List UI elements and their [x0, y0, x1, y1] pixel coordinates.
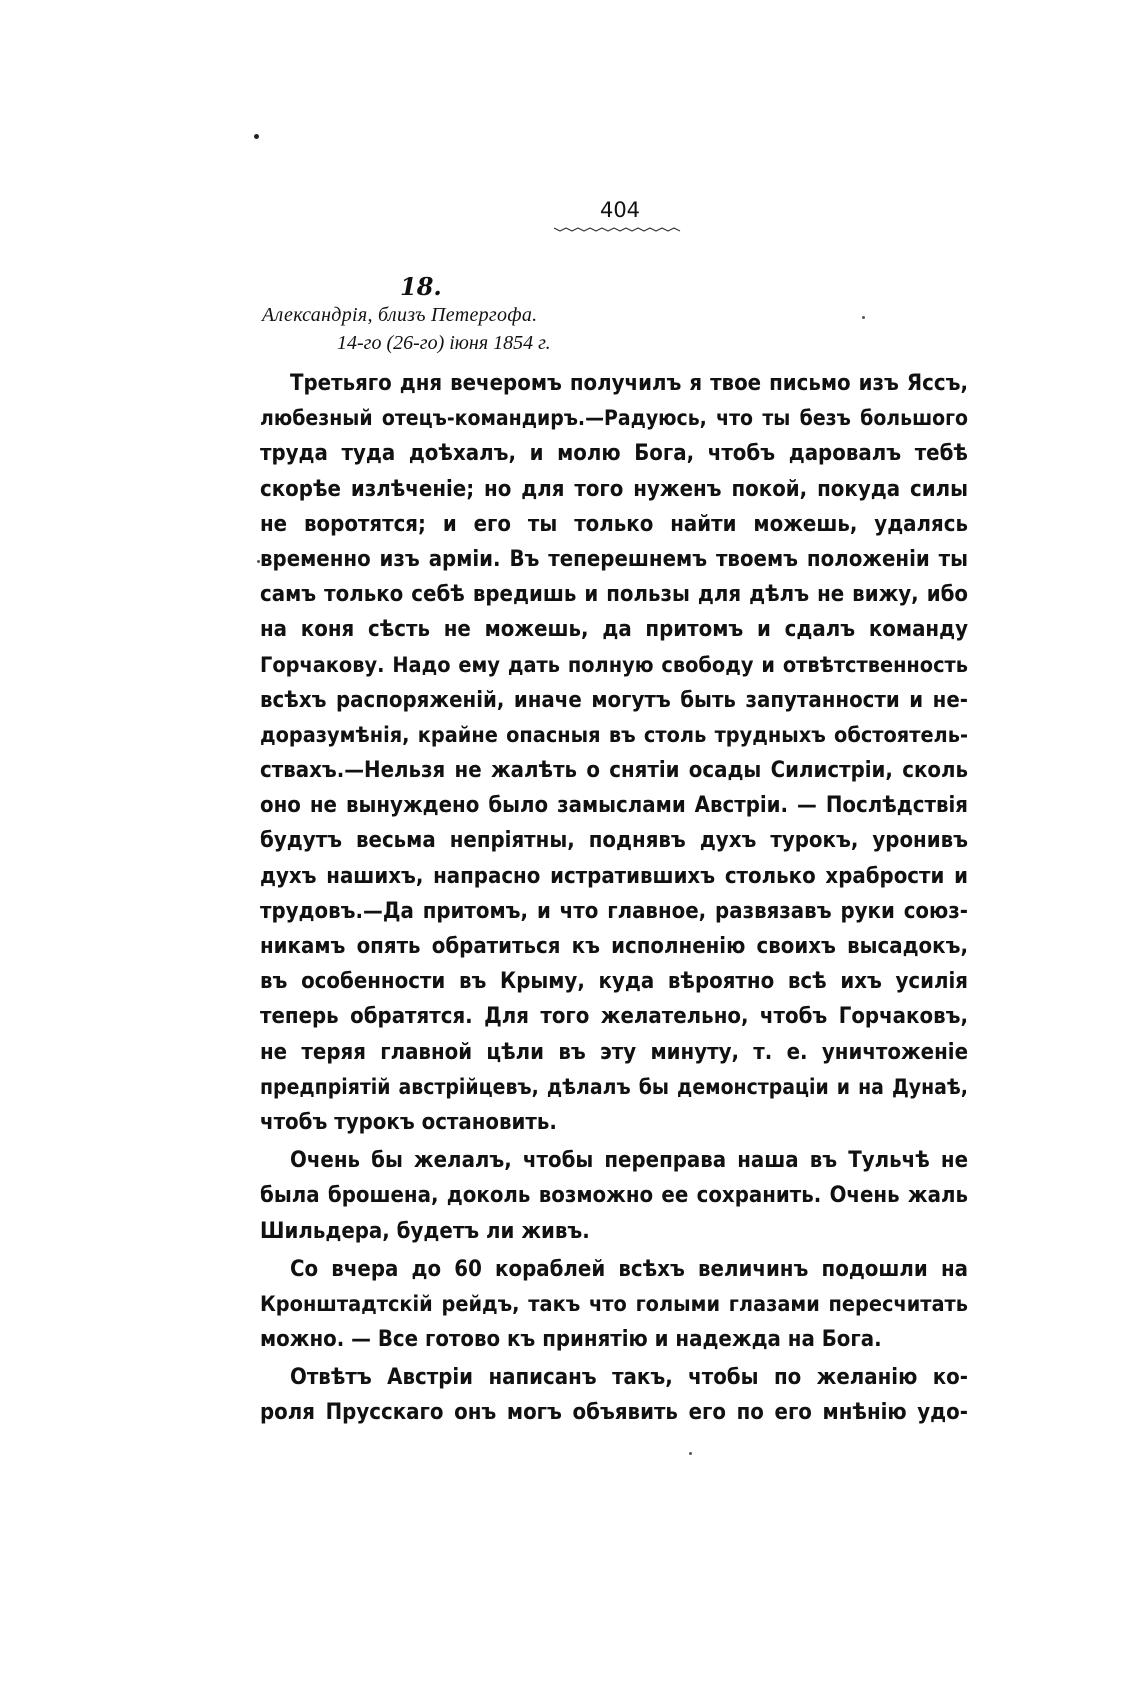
text-line: Отвѣтъ Австріи написанъ такъ, чтобы по желанію ко- — [290, 1365, 968, 1391]
decorative-rule — [552, 225, 682, 233]
text-line: ствахъ.—Нельзя не жалѣть о снятіи осады Силистріи, сколь — [260, 758, 968, 784]
text-line: временно изъ арміи. Въ теперешнемъ твоемъ положеніи ты — [260, 546, 968, 572]
text-line: самъ только себѣ вредишь и пользы для дѣлъ не вижу, ибо — [260, 582, 968, 608]
paragraph — [260, 1252, 968, 1358]
text-line: любезный отецъ-командиръ.—Радуюсь, что ты безъ большого — [260, 406, 968, 431]
text-line: трудовъ.—Да притомъ, и что главное, развязавъ руки союз- — [260, 898, 968, 924]
letter-number: 18. — [400, 272, 442, 301]
text-line: была брошена, доколь возможно ее сохранить. Очень жаль — [260, 1183, 968, 1209]
text-line: Очень бы желалъ, чтобы переправа наша въ Тульчѣ не — [290, 1148, 968, 1174]
text-line: духъ нашихъ, напрасно истратившихъ столько храбрости и — [260, 863, 968, 889]
ink-speck — [689, 1452, 692, 1455]
page-number: 404 — [599, 198, 641, 222]
text-line: чтобъ турокъ остановить. — [260, 1109, 557, 1135]
paragraph — [260, 1360, 968, 1430]
text-line: оно не вынуждено было замыслами Австріи. — Послѣдствія — [260, 793, 968, 819]
text-line: Кронштадтскій рейдъ, такъ что голыми глазами пересчитать — [260, 1291, 968, 1317]
text-line: въ особенности въ Крыму, куда вѣроятно всѣ ихъ усилія — [260, 969, 968, 995]
text-line: не теряя главной цѣли въ эту минуту, т. е. уничтоженіе — [260, 1039, 968, 1065]
text-line: не воротятся; и его ты только найти можешь, удалясь — [260, 511, 968, 537]
letter-date: 14-го (26-го) іюня 1854 г. — [337, 332, 551, 354]
letter-place: Александрія, близъ Петергофа. — [262, 304, 538, 326]
text-line: на коня сѣсть не можешь, да притомъ и сдалъ команду — [260, 617, 968, 643]
ink-speck — [862, 316, 865, 319]
letter-body — [260, 366, 968, 1431]
text-line: всѣхъ распоряженій, иначе могутъ быть запутанности и не- — [260, 687, 968, 713]
text-line: роля Прусскаго онъ могъ объявить его по его мнѣнію удо- — [260, 1400, 968, 1426]
ink-speck — [254, 134, 259, 139]
paragraph — [260, 1143, 968, 1249]
paragraph — [260, 366, 968, 1140]
text-line: Горчакову. Надо ему дать полную свободу и отвѣтственность — [260, 652, 968, 678]
text-line: Третьяго дня вечеромъ получилъ я твое письмо изъ Яссъ, — [290, 371, 968, 396]
text-line: скорѣе излѣченіе; но для того нуженъ покой, покуда силы — [260, 476, 968, 502]
text-line: можно. — Все готово къ принятію и надежда на Бога. — [260, 1327, 882, 1353]
text-line: теперь обратятся. Для того желательно, чтобъ Горчаковъ, — [260, 1004, 968, 1030]
text-line: никамъ опять обратиться къ исполненію своихъ высадокъ, — [260, 934, 968, 959]
text-line: доразумѣнія, крайне опасныя въ столь трудныхъ обстоятель- — [260, 722, 968, 748]
text-line: Со вчера до 60 кораблей всѣхъ величинъ подошли на — [290, 1256, 968, 1282]
text-line: Шильдера, будетъ ли живъ. — [260, 1218, 590, 1244]
text-line: будутъ весьма непріятны, поднявъ духъ турокъ, уронивъ — [260, 828, 968, 854]
text-line: труда туда доѣхалъ, и молю Бога, чтобъ даровалъ тебѣ — [260, 441, 968, 467]
text-line: предпріятій австрійцевъ, дѣлалъ бы демонстраціи и на Дунаѣ, — [260, 1074, 968, 1099]
